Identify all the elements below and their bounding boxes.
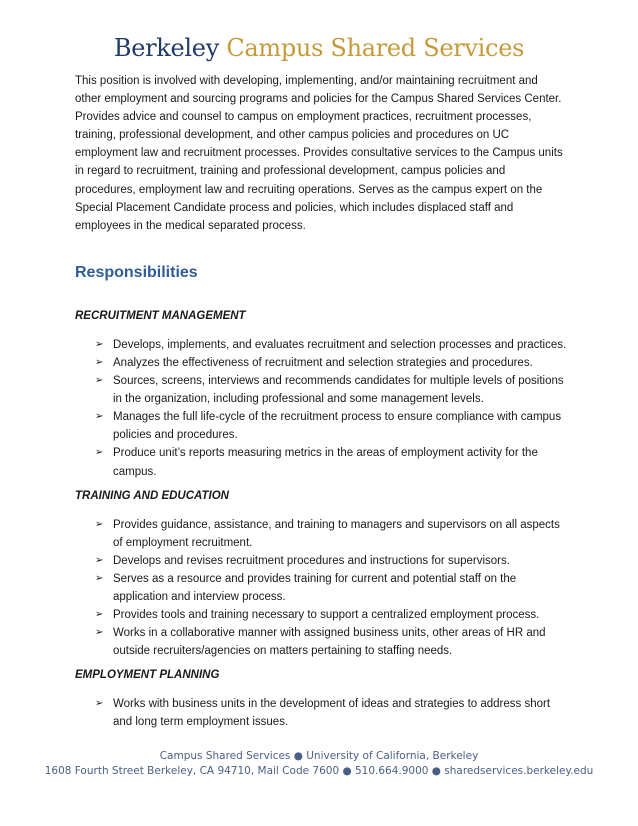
section-recruitment-management xyxy=(75,307,567,481)
section-training-and-education xyxy=(75,487,567,661)
footer-line-1: Campus Shared Services ● University of California, Berkeley xyxy=(159,750,479,762)
list-item-text: Serves as a resource and provides training for current and potential staff on the application and interview process. xyxy=(113,572,517,603)
arrow-bullet-icon: ➢ xyxy=(95,338,104,350)
letterhead-brand: Berkeley xyxy=(113,34,219,62)
arrow-bullet-icon: ➢ xyxy=(95,572,104,584)
list-item xyxy=(75,372,567,408)
responsibilities-heading: Responsibilities xyxy=(75,263,198,281)
list-item-text: Provides tools and training necessary to support a centralized employment process. xyxy=(113,609,540,622)
section-title: RECRUITMENT MANAGEMENT xyxy=(75,309,246,322)
section-title: TRAINING AND EDUCATION xyxy=(75,489,229,502)
footer-line-2: 1608 Fourth Street Berkeley, CA 94710, Mail Code 7600 ● 510.664.9000 ● sharedservices.berkeley.edu xyxy=(44,765,594,777)
list-item xyxy=(75,408,567,444)
list-item-text: Develops and revises recruitment procedures and instructions for supervisors. xyxy=(113,554,510,567)
list-item xyxy=(75,695,567,731)
list-item-text: Works in a collaborative manner with assigned business units, other areas of HR and outside recruiters/agencies on matters pertaining to staffing needs. xyxy=(113,627,546,658)
list-item-text: Produce unit’s reports measuring metrics in the areas of employment activity for the campus. xyxy=(113,447,538,478)
list-item-text: Works with business units in the development of ideas and strategies to address short and long term employment issues. xyxy=(113,698,551,729)
list-item xyxy=(75,444,567,480)
section-title: EMPLOYMENT PLANNING xyxy=(75,669,220,682)
list-item-text: Analyzes the effectiveness of recruitment and selection strategies and procedures. xyxy=(113,356,533,369)
list-item xyxy=(75,624,567,660)
list-item xyxy=(75,606,567,624)
arrow-bullet-icon: ➢ xyxy=(95,627,104,639)
bullet-list xyxy=(75,336,567,481)
list-item xyxy=(75,552,567,570)
intro-paragraph: This position is involved with developing, implementing, and/or maintaining recruitment and other employment and sourcing programs and policies for the Campus Shared Services Center. Provides advice and counsel to campus on employment practices, recruitment processes, training, professional development, and other campus policies and procedures on UC employment law and recruitment processes. Provides consultative services to the Campus units in regard to recruitment, training and professional development, campus policies and procedures, employment law and recruiting operations. Serves as the campus expert on the Special Placement Candidate process and policies, which includes displaced staff and employees in the medical separated process. xyxy=(75,75,563,232)
list-item xyxy=(75,516,567,552)
letterhead-title: Campus Shared Services xyxy=(226,34,525,62)
list-item xyxy=(75,570,567,606)
letterhead xyxy=(0,33,638,63)
arrow-bullet-icon: ➢ xyxy=(95,356,104,368)
arrow-bullet-icon: ➢ xyxy=(95,375,104,387)
list-item-text: Provides guidance, assistance, and training to managers and supervisors on all aspects of employment recruitment. xyxy=(113,518,560,549)
bullet-list xyxy=(75,516,567,661)
list-item xyxy=(75,336,567,354)
arrow-bullet-icon: ➢ xyxy=(95,609,104,621)
list-item-text: Manages the full life-cycle of the recruitment process to ensure compliance with campus policies and procedures. xyxy=(113,411,562,442)
arrow-bullet-icon: ➢ xyxy=(95,698,104,710)
list-item-text: Sources, screens, interviews and recommends candidates for multiple levels of positions in the organization, including professional and some management levels. xyxy=(113,375,564,406)
arrow-bullet-icon: ➢ xyxy=(95,554,104,566)
arrow-bullet-icon: ➢ xyxy=(95,518,104,530)
arrow-bullet-icon: ➢ xyxy=(95,447,104,459)
arrow-bullet-icon: ➢ xyxy=(95,411,104,423)
section-employment-planning xyxy=(75,666,567,731)
list-item-text: Develops, implements, and evaluates recruitment and selection processes and practices. xyxy=(113,338,567,351)
list-item xyxy=(75,354,567,372)
bullet-list xyxy=(75,695,567,731)
document-body xyxy=(75,72,567,732)
